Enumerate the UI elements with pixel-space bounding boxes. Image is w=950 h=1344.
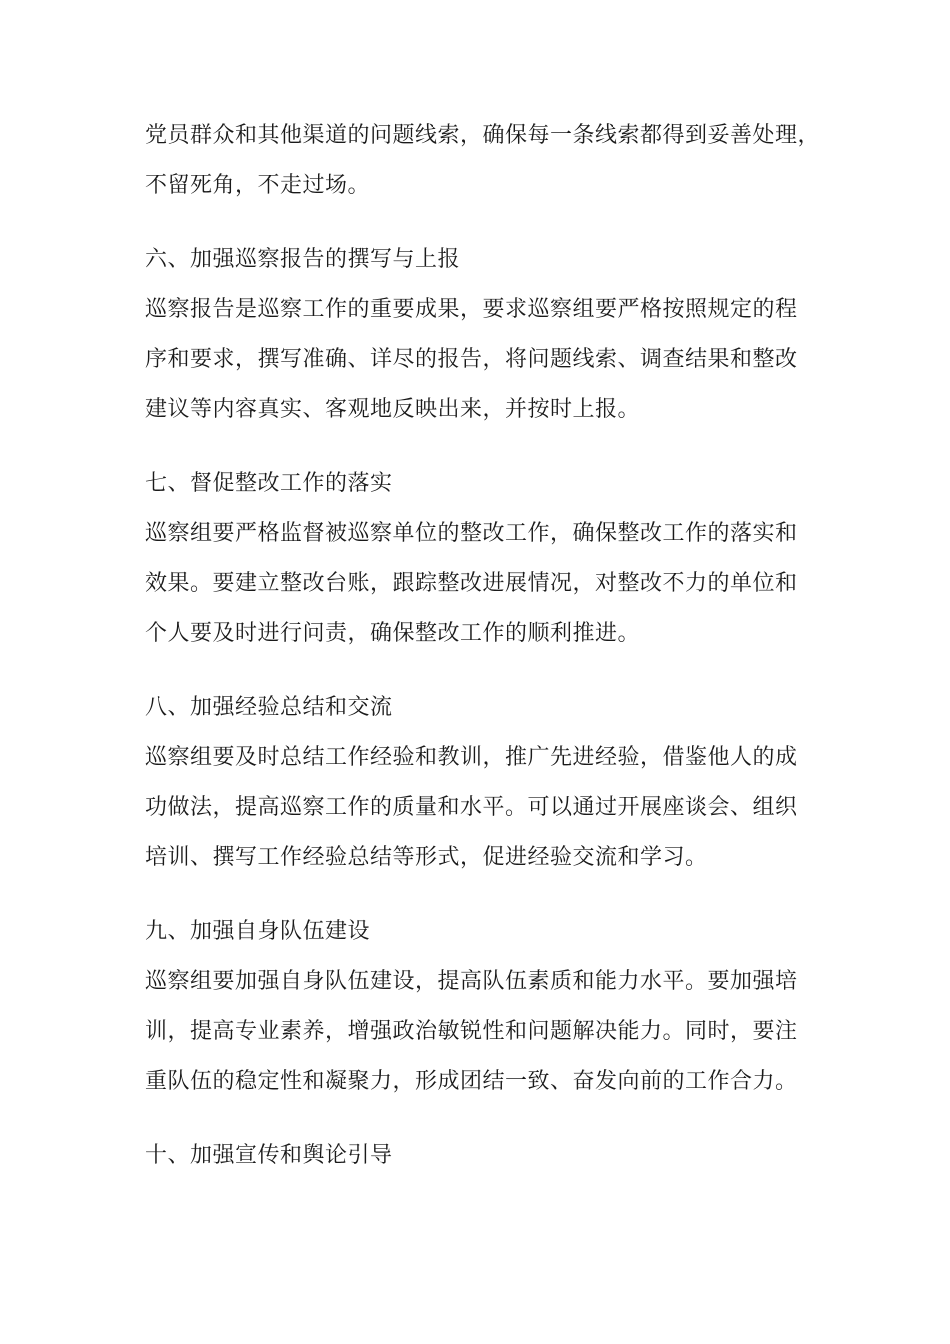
paragraph-line: 功做法，提高巡察工作的质量和水平。可以通过开展座谈会、组织 — [145, 795, 798, 820]
section-8 — [145, 683, 835, 883]
section-9 — [145, 907, 835, 1107]
paragraph-line: 效果。要建立整改台账，跟踪整改进展情况，对整改不力的单位和 — [145, 571, 798, 596]
section-heading: 九、加强自身队伍建设 — [145, 919, 371, 944]
section-heading: 八、加强经验总结和交流 — [145, 695, 393, 720]
paragraph-line: 巡察报告是巡察工作的重要成果，要求巡察组要严格按照规定的程 — [145, 297, 798, 322]
paragraph-line: 重队伍的稳定性和凝聚力，形成团结一致、奋发向前的工作合力。 — [145, 1069, 798, 1094]
intro-paragraph — [145, 111, 835, 211]
paragraph-line: 巡察组要严格监督被巡察单位的整改工作，确保整改工作的落实和 — [145, 521, 798, 546]
paragraph-line: 个人要及时进行问责，确保整改工作的顺利推进。 — [145, 621, 641, 646]
paragraph-line: 培训、撰写工作经验总结等形式，促进经验交流和学习。 — [145, 845, 708, 870]
document-page — [145, 111, 835, 1181]
section-heading: 十、加强宣传和舆论引导 — [145, 1143, 393, 1168]
paragraph-line: 建议等内容真实、客观地反映出来，并按时上报。 — [145, 397, 641, 422]
section-heading: 七、督促整改工作的落实 — [145, 471, 393, 496]
paragraph-line: 不留死角，不走过场。 — [145, 173, 371, 198]
paragraph-line: 序和要求，撰写准确、详尽的报告，将问题线索、调查结果和整改 — [145, 347, 798, 372]
paragraph-line: 训，提高专业素养，增强政治敏锐性和问题解决能力。同时，要注 — [145, 1019, 798, 1044]
section-heading: 六、加强巡察报告的撰写与上报 — [145, 247, 461, 272]
paragraph-line: 党员群众和其他渠道的问题线索，确保每一条线索都得到妥善处理， — [145, 123, 821, 148]
paragraph-line: 巡察组要加强自身队伍建设，提高队伍素质和能力水平。要加强培 — [145, 969, 798, 994]
section-6 — [145, 235, 835, 435]
section-10 — [145, 1131, 835, 1181]
section-7 — [145, 459, 835, 659]
paragraph-line: 巡察组要及时总结工作经验和教训，推广先进经验，借鉴他人的成 — [145, 745, 798, 770]
